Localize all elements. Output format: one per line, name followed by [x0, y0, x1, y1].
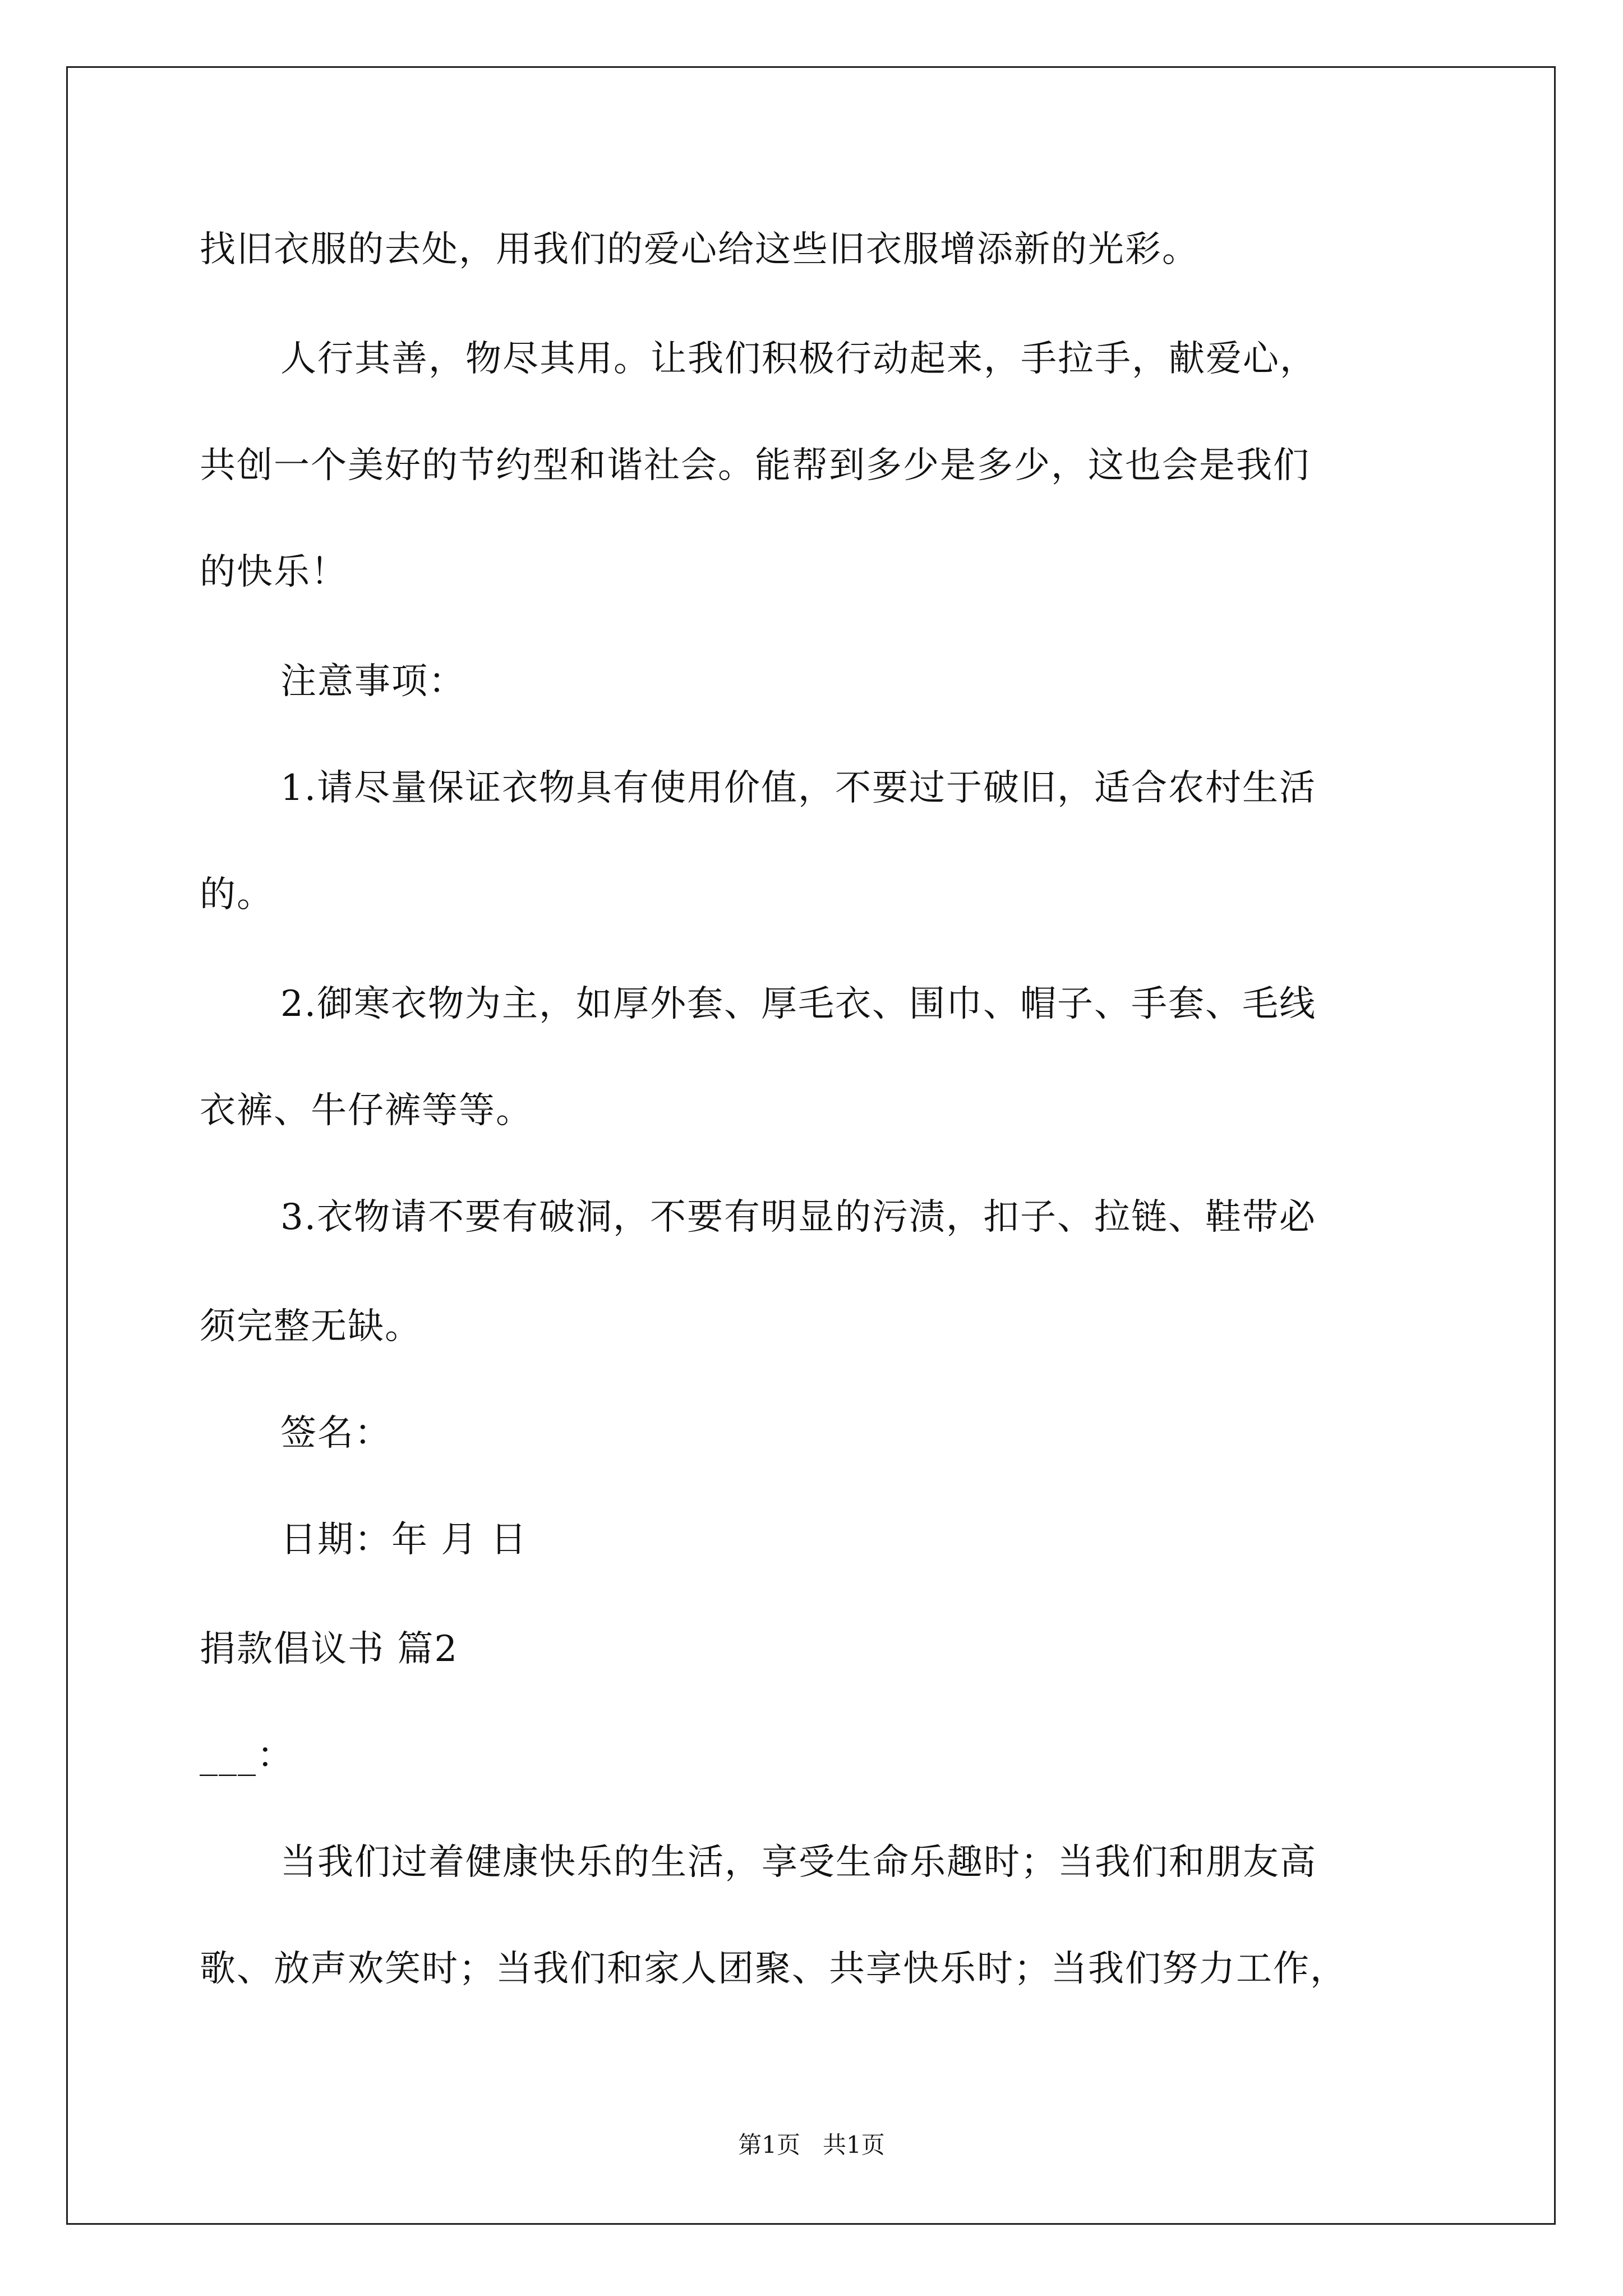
notice-item-1-cont: 的。 [200, 874, 274, 915]
notice-item-2-cont: 衣裤、牛仔裤等等。 [200, 1090, 533, 1131]
salutation: ___： [200, 1735, 294, 1777]
date-label: 日期：年 月 日 [280, 1519, 528, 1561]
signature-label: 签名： [280, 1412, 391, 1454]
notice-heading: 注意事项： [280, 661, 465, 702]
body-line-2: 人行其善，物尽其用。让我们积极行动起来，手拉手，献爱心， [280, 338, 1317, 380]
page-frame [66, 66, 1556, 2225]
section-title: 捐款倡议书 篇2 [200, 1628, 459, 1670]
notice-item-3-cont: 须完整无缺。 [200, 1306, 422, 1347]
notice-item-1: 1.请尽量保证衣物具有使用价值，不要过于破旧，适合农村生活 [280, 767, 1317, 809]
page-footer: 第1页 共1页 [738, 2131, 885, 2159]
notice-item-3: 3.衣物请不要有破洞，不要有明显的污渍，扣子、拉链、鞋带必 [280, 1197, 1317, 1238]
body-line-4: 的快乐！ [200, 551, 348, 593]
body-line-5: 当我们过着健康快乐的生活，享受生命乐趣时；当我们和朋友高 [280, 1842, 1317, 1883]
body-line-1: 找旧衣服的去处，用我们的爱心给这些旧衣服增添新的光彩。 [200, 229, 1199, 270]
notice-item-2: 2.御寒衣物为主，如厚外套、厚毛衣、围巾、帽子、手套、毛线 [280, 983, 1317, 1025]
body-line-6: 歌、放声欢笑时；当我们和家人团聚、共享快乐时；当我们努力工作， [200, 1948, 1347, 1990]
body-line-3: 共创一个美好的节约型和谐社会。能帮到多少是多少，这也会是我们 [200, 445, 1310, 486]
